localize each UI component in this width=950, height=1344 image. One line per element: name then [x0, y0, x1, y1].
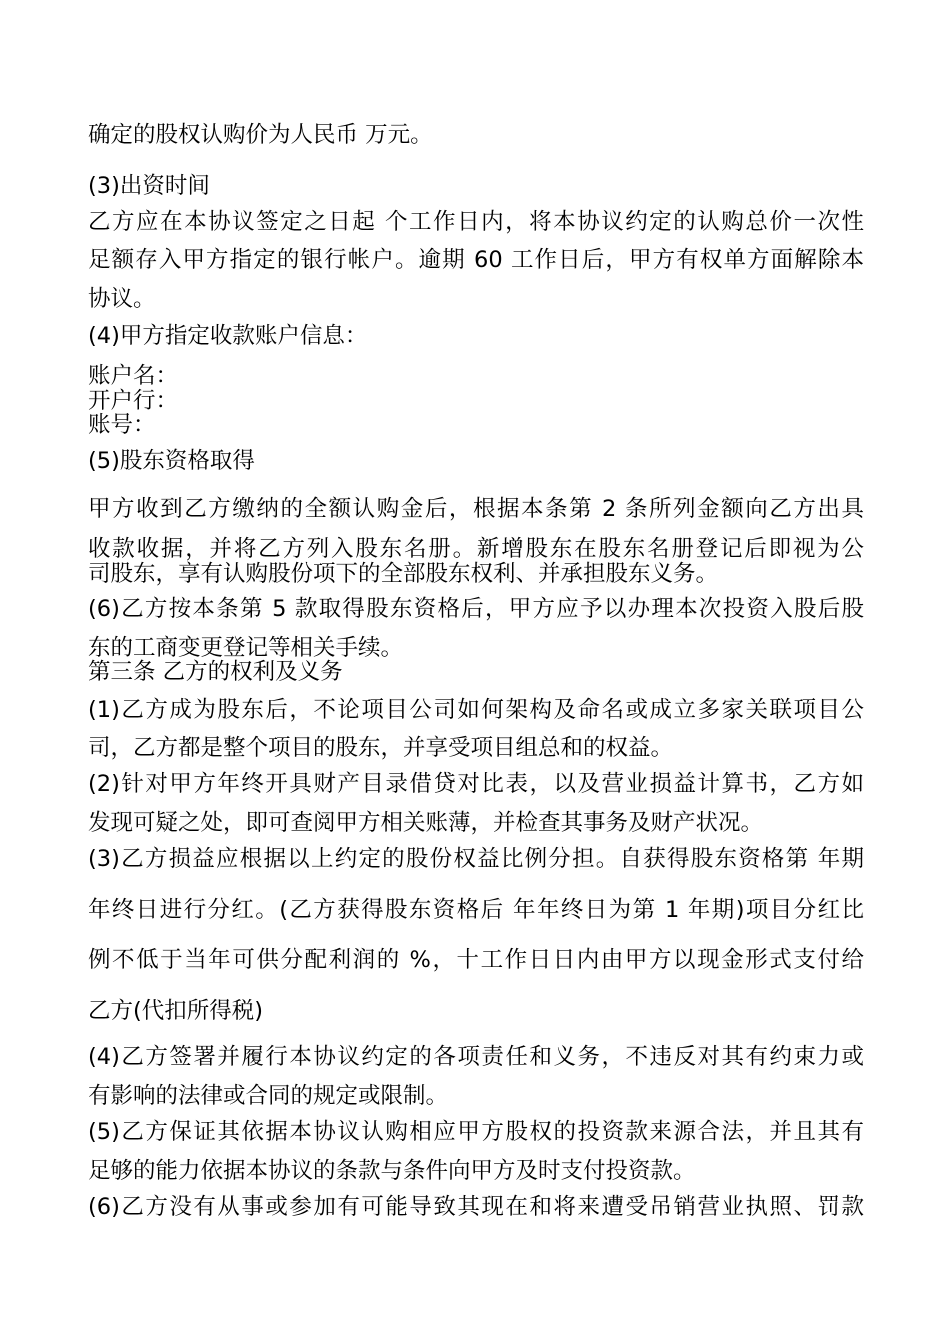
text-line-23: 例不低于当年可供分配利润的 %，十工作日日内由甲方以现金形式支付给: [88, 947, 864, 973]
text-line-2: (3)出资时间: [88, 173, 210, 199]
text-line-13: 司股东，享有认购股份项下的全部股东权利、并承担股东义务。: [88, 561, 719, 587]
text-line-24: 乙方(代扣所得税): [88, 998, 264, 1024]
text-line-17: (1)乙方成为股东后，不论项目公司如何架构及命名或成立多家关联项目公: [88, 697, 864, 723]
text-line-4: 足额存入甲方指定的银行帐户。逾期 60 工作日后，甲方有权单方面解除本: [88, 247, 864, 273]
text-line-5: 协议。: [88, 286, 156, 312]
text-line-11: 甲方收到乙方缴纳的全额认购金后，根据本条第 2 条所列金额向乙方出具: [88, 496, 864, 522]
section-heading: 第三条 乙方的权利及义务: [88, 659, 343, 685]
text-line-20: 发现可疑之处，即可查阅甲方相关账薄，并检查其事务及财产状况。: [88, 810, 764, 836]
text-line-10: (5)股东资格取得: [88, 448, 255, 474]
text-line-25: (4)乙方签署并履行本协议约定的各项责任和义务，不违反对其有约束力或: [88, 1044, 864, 1070]
text-line-19: (2)针对甲方年终开具财产目录借贷对比表，以及营业损益计算书，乙方如: [88, 771, 864, 797]
text-line-6: (4)甲方指定收款账户信息：: [88, 323, 368, 349]
text-line-9: 账号：: [88, 412, 156, 438]
text-line-27: (5)乙方保证其依据本协议认购相应甲方股权的投资款来源合法，并且其有: [88, 1119, 864, 1145]
text-line-14: (6)乙方按本条第 5 款取得股东资格后，甲方应予以办理本次投资入股后股: [88, 596, 864, 622]
text-line-26: 有影响的法律或合同的规定或限制。: [88, 1083, 449, 1109]
text-line-12: 收款收据，并将乙方列入股东名册。新增股东在股东名册登记后即视为公: [88, 536, 864, 562]
text-line-8: 开户行：: [88, 388, 179, 414]
text-line-21: (3)乙方损益应根据以上约定的股份权益比例分担。自获得股东资格第 年期: [88, 846, 864, 872]
text-line-15: 东的工商变更登记等相关手续。: [88, 635, 404, 661]
text-line-7: 账户名：: [88, 363, 179, 389]
text-line-22: 年终日进行分红。(乙方获得股东资格后 年年终日为第 1 年期)项目分红比: [88, 897, 864, 923]
text-line-29: (6)乙方没有从事或参加有可能导致其现在和将来遭受吊销营业执照、罚款: [88, 1194, 864, 1220]
text-line-18: 司，乙方都是整个项目的股东，并享受项目组总和的权益。: [88, 735, 674, 761]
text-line-28: 足够的能力依据本协议的条款与条件向甲方及时支付投资款。: [88, 1158, 696, 1184]
text-line-3: 乙方应在本协议签定之日起 个工作日内，将本协议约定的认购总价一次性: [88, 209, 864, 235]
text-line-1: 确定的股权认购价为人民币 万元。: [88, 122, 433, 148]
